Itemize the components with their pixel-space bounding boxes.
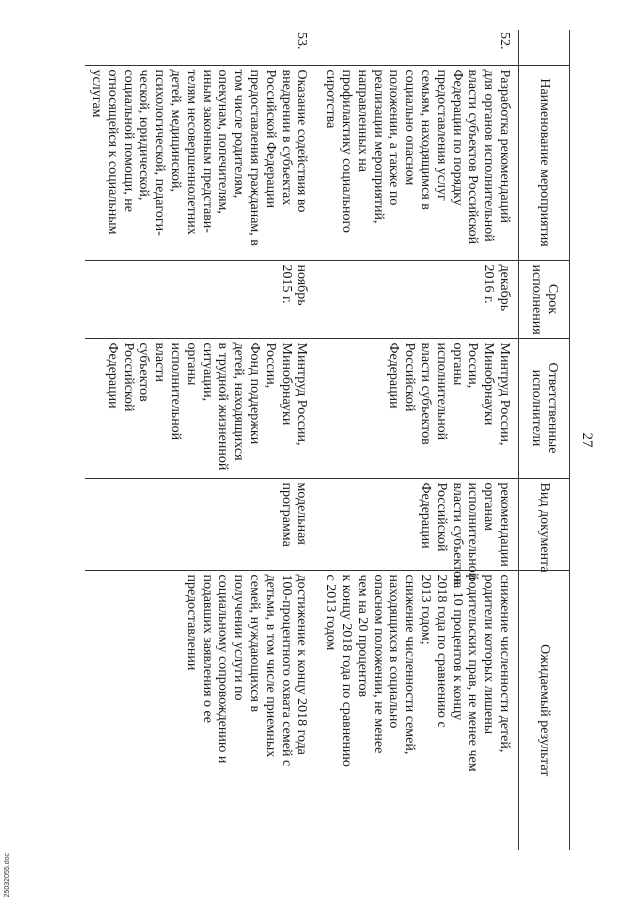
text-line: России, bbox=[262, 342, 278, 389]
text-line: семьям, находящимся в bbox=[418, 69, 434, 210]
text-line: 2013 годом; bbox=[418, 574, 434, 645]
text-line: для органов исполнительной bbox=[481, 69, 497, 242]
text-line: Федерации bbox=[104, 342, 120, 409]
header-result bbox=[519, 570, 570, 850]
header-name bbox=[519, 65, 570, 260]
text-line: декабрь bbox=[497, 264, 512, 312]
text-line: социальной помощи, не bbox=[120, 69, 136, 212]
text-line: родительских прав, не менее чем bbox=[465, 574, 481, 772]
header-doc-type bbox=[519, 478, 570, 573]
text-line: исполнители bbox=[529, 369, 544, 447]
text-line: Российской bbox=[402, 342, 418, 412]
text-line: предоставления услуг bbox=[433, 69, 449, 201]
table-header-row bbox=[519, 30, 570, 850]
text-line: власти субъектов bbox=[418, 342, 434, 445]
text-line: снижение численности детей, bbox=[497, 574, 512, 753]
text-line: 100-процентного охвата семей с bbox=[278, 574, 294, 767]
text-line: исполнительной bbox=[168, 342, 184, 441]
table-row bbox=[85, 30, 319, 850]
text-line: Минтруд России, bbox=[497, 342, 512, 446]
text-line: подавших заявления о ее bbox=[199, 574, 215, 723]
document-page bbox=[75, 30, 595, 850]
text-line: достижение к концу 2018 года bbox=[294, 574, 310, 755]
text-line: сиротства bbox=[323, 69, 339, 129]
text-line: ноябрь bbox=[294, 264, 310, 306]
text-line: власти субъектов Российской bbox=[465, 69, 481, 245]
text-line: чем на 20 процентов bbox=[354, 574, 370, 698]
text-line: Оказание содействия во bbox=[294, 69, 310, 213]
file-code: 25032055.doc bbox=[4, 852, 11, 897]
text-line: Вид документа bbox=[536, 482, 552, 573]
text-line: власти субъектов bbox=[449, 482, 465, 585]
text-line: относящейся к социальным bbox=[104, 69, 120, 235]
measures-table bbox=[85, 30, 570, 850]
text-line: Российской bbox=[433, 482, 449, 552]
text-line: опекунам, попечителям, bbox=[215, 69, 231, 214]
text-line: Федерации по порядку bbox=[449, 69, 465, 206]
text-line: органы bbox=[183, 342, 199, 386]
text-line: рекомендации bbox=[497, 482, 512, 567]
text-line: Разработка рекомендаций bbox=[497, 69, 512, 224]
text-line: том числе родителям, bbox=[231, 69, 247, 199]
text-line: модельная bbox=[294, 482, 310, 545]
header-term bbox=[519, 260, 570, 338]
text-line: Фонд поддержки bbox=[247, 342, 263, 445]
text-line: органам bbox=[481, 482, 497, 532]
text-line: направленных на bbox=[354, 69, 370, 172]
text-line: Федерации bbox=[386, 342, 402, 409]
header-responsible bbox=[519, 338, 570, 478]
row-number: 52. bbox=[497, 32, 512, 50]
document-type bbox=[85, 478, 319, 570]
table-row bbox=[319, 30, 518, 850]
text-line: Минобрнауки bbox=[481, 342, 497, 426]
text-line: России, bbox=[465, 342, 481, 389]
header-number bbox=[519, 30, 570, 65]
text-line: программа bbox=[278, 482, 294, 547]
text-line: 2018 года по сравнению с bbox=[433, 574, 449, 728]
text-line: семей, нуждающихся в bbox=[247, 574, 263, 713]
text-line: внедрении в субъектах bbox=[278, 69, 294, 206]
text-line: 2016 г. bbox=[481, 264, 497, 304]
text-line: социальному сопровождению и bbox=[215, 574, 231, 764]
text-line: Минтруд России, bbox=[294, 342, 310, 446]
expected-result bbox=[319, 570, 518, 850]
text-line: Ответственные bbox=[544, 362, 560, 454]
text-line: находящихся в социально bbox=[386, 574, 402, 729]
text-line: исполнительной bbox=[433, 342, 449, 441]
text-line: детьми, в том числе приемных bbox=[262, 574, 278, 758]
text-line: на 10 процентов к концу bbox=[449, 574, 465, 721]
text-line: услугам bbox=[89, 69, 105, 118]
text-line: опасном положении, не менее bbox=[370, 574, 386, 754]
text-line: 2015 г. bbox=[278, 264, 294, 304]
deadline bbox=[319, 260, 518, 338]
responsible-executors bbox=[85, 338, 319, 478]
text-line: психологической, педагоги- bbox=[152, 69, 168, 236]
text-line: к концу 2018 года по сравнению bbox=[339, 574, 355, 767]
measure-name bbox=[319, 65, 518, 260]
text-line: получении услуги по bbox=[231, 574, 247, 701]
text-line: предоставлении bbox=[183, 574, 199, 671]
text-line: Минобрнауки bbox=[278, 342, 294, 426]
text-line: Срок bbox=[544, 283, 560, 315]
text-line: Российской bbox=[120, 342, 136, 412]
measure-name bbox=[85, 65, 319, 260]
text-line: снижение численности семей, bbox=[402, 574, 418, 755]
text-line: иным законным представи- bbox=[199, 69, 215, 233]
text-line: в трудной жизненной bbox=[215, 342, 231, 471]
expected-result bbox=[85, 570, 319, 850]
text-line: детей, медицинской, bbox=[168, 69, 184, 192]
text-line: Ожидаемый результат bbox=[536, 644, 552, 777]
text-line: реализации мероприятий, bbox=[370, 69, 386, 224]
text-line: профилактику социального bbox=[339, 69, 355, 233]
row-number: 53. bbox=[294, 32, 310, 50]
document-type bbox=[319, 478, 518, 585]
text-line: родители которых лишены bbox=[481, 574, 497, 735]
page-number: 27 bbox=[579, 432, 595, 448]
text-line: органы bbox=[449, 342, 465, 386]
text-line: предоставления гражданам, в bbox=[247, 69, 263, 246]
responsible-executors bbox=[319, 338, 518, 478]
text-line: исполнения bbox=[529, 264, 544, 335]
text-line: ситуации, bbox=[199, 342, 215, 402]
text-line: социально опасном bbox=[402, 69, 418, 186]
deadline bbox=[85, 260, 319, 338]
text-line: ческой, юридической, bbox=[136, 69, 152, 201]
text-line: детей, находящихся bbox=[231, 342, 247, 461]
text-line: телям несовершеннолетних bbox=[183, 69, 199, 235]
text-line: положении, а также по bbox=[386, 69, 402, 206]
text-line: исполнительной bbox=[465, 482, 481, 581]
text-line: с 2013 годом bbox=[323, 574, 339, 651]
text-line: Наименование мероприятия bbox=[536, 78, 552, 247]
text-line: Российской Федерации bbox=[262, 69, 278, 209]
text-line: Федерации bbox=[418, 482, 434, 549]
text-line: субъектов bbox=[136, 342, 152, 402]
text-line: власти bbox=[152, 342, 168, 382]
